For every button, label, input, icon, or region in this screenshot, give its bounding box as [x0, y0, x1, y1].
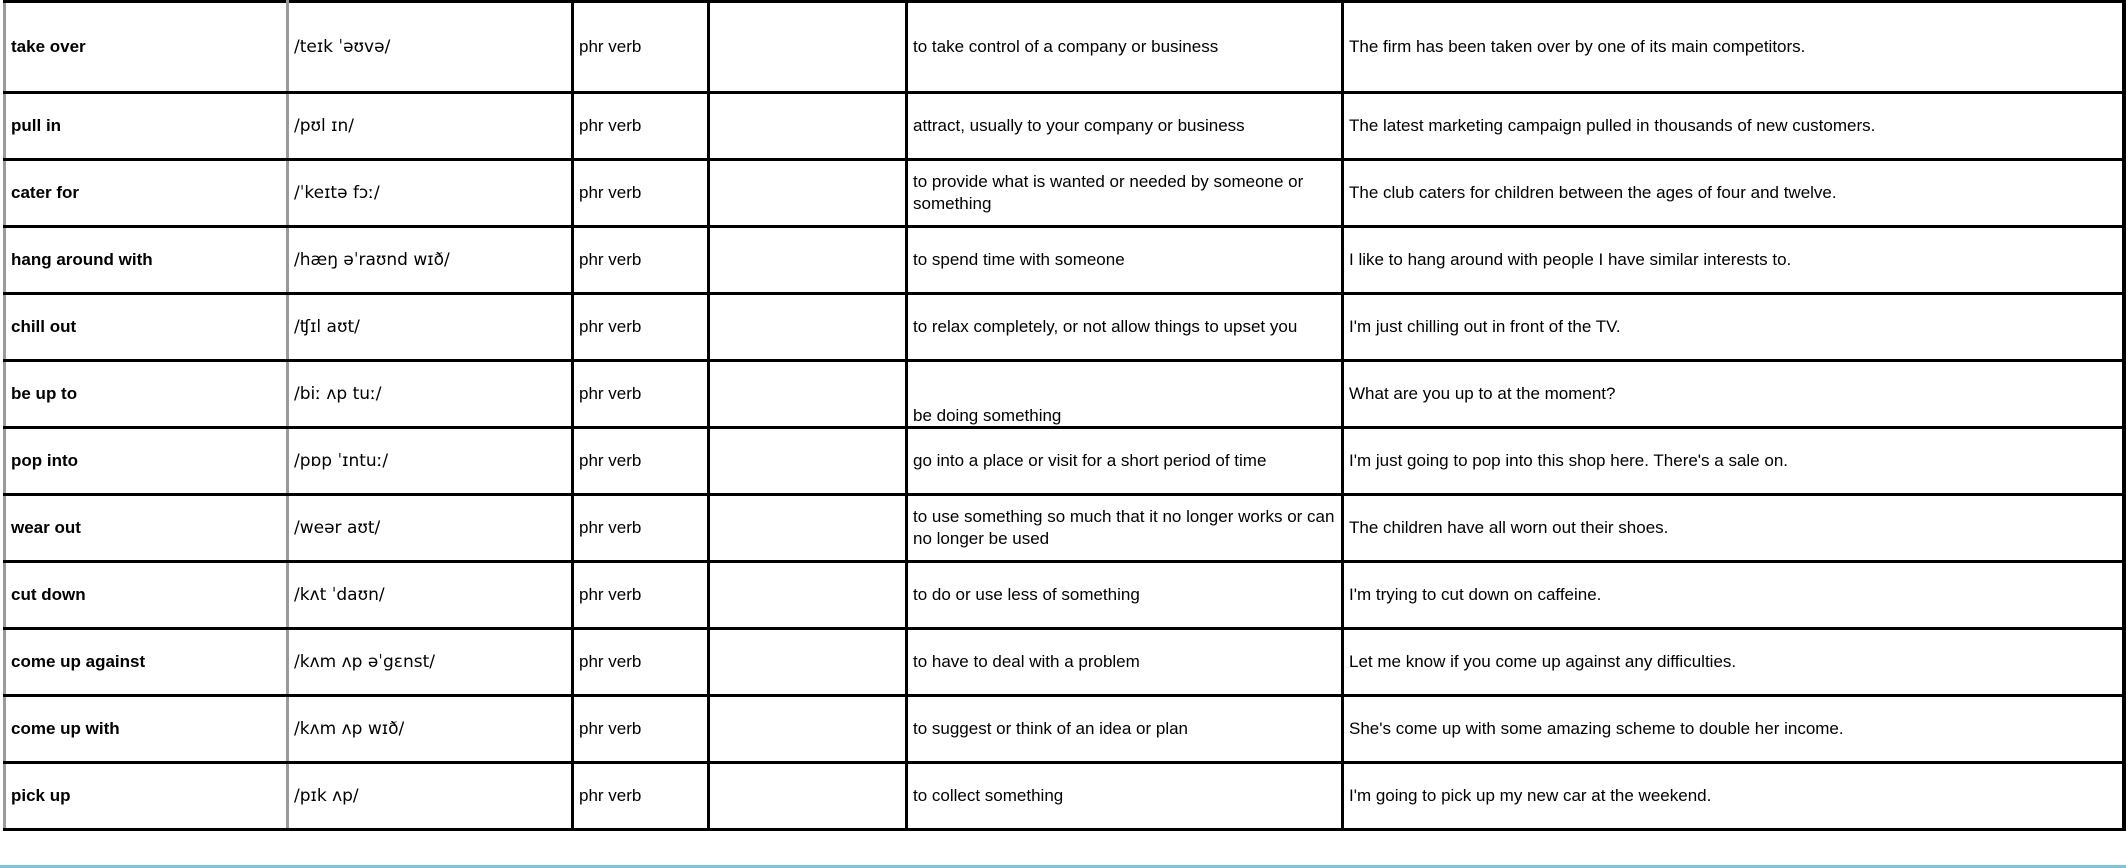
part-of-speech-cell[interactable]: phr verb [573, 696, 709, 763]
term-cell[interactable]: come up against [5, 629, 288, 696]
definition-cell[interactable]: attract, usually to your company or business [907, 93, 1343, 160]
term-cell[interactable]: chill out [5, 294, 288, 361]
table-row [5, 2, 2124, 93]
table-row [5, 562, 2124, 629]
term-cell[interactable]: pull in [5, 93, 288, 160]
part-of-speech-cell[interactable]: phr verb [573, 361, 709, 428]
term-cell[interactable]: pick up [5, 763, 288, 830]
table-row [5, 160, 2124, 227]
pronunciation-cell[interactable]: /kʌt ˈdaʊn/ [288, 562, 573, 629]
term-cell[interactable]: pop into [5, 428, 288, 495]
definition-cell[interactable]: to provide what is wanted or needed by someone or something [907, 160, 1343, 227]
vocabulary-table-body [5, 2, 2124, 830]
definition-cell[interactable]: to have to deal with a problem [907, 629, 1343, 696]
notes-cell[interactable] [709, 294, 907, 361]
table-row [5, 495, 2124, 562]
table-row [5, 361, 2124, 428]
example-cell[interactable]: She's come up with some amazing scheme to double her income. [1343, 696, 2124, 763]
example-cell[interactable]: The children have all worn out their shoes. [1343, 495, 2124, 562]
term-cell[interactable]: wear out [5, 495, 288, 562]
term-cell[interactable]: come up with [5, 696, 288, 763]
notes-cell[interactable] [709, 495, 907, 562]
pronunciation-cell[interactable]: /pʊl ɪn/ [288, 93, 573, 160]
example-cell[interactable]: The club caters for children between the ages of four and twelve. [1343, 160, 2124, 227]
notes-cell[interactable] [709, 629, 907, 696]
definition-cell[interactable]: to spend time with someone [907, 227, 1343, 294]
term-cell[interactable]: hang around with [5, 227, 288, 294]
pronunciation-cell[interactable]: /pɪk ʌp/ [288, 763, 573, 830]
pronunciation-cell[interactable]: /ˈkeɪtə fɔː/ [288, 160, 573, 227]
pronunciation-cell[interactable]: /teɪk ˈəʊvə/ [288, 2, 573, 93]
notes-cell[interactable] [709, 361, 907, 428]
definition-cell[interactable]: to do or use less of something [907, 562, 1343, 629]
definition-cell[interactable]: go into a place or visit for a short period of time [907, 428, 1343, 495]
part-of-speech-cell[interactable]: phr verb [573, 562, 709, 629]
notes-cell[interactable] [709, 2, 907, 93]
pronunciation-cell[interactable]: /kʌm ʌp əˈgɛnst/ [288, 629, 573, 696]
part-of-speech-cell[interactable]: phr verb [573, 227, 709, 294]
term-cell[interactable]: cut down [5, 562, 288, 629]
notes-cell[interactable] [709, 562, 907, 629]
definition-cell[interactable]: to collect something [907, 763, 1343, 830]
part-of-speech-cell[interactable]: phr verb [573, 629, 709, 696]
part-of-speech-cell[interactable]: phr verb [573, 763, 709, 830]
vocabulary-table [3, 0, 2126, 831]
definition-cell[interactable]: to take control of a company or business [907, 2, 1343, 93]
pronunciation-cell[interactable]: /pɒp ˈɪntuː/ [288, 428, 573, 495]
term-cell[interactable]: cater for [5, 160, 288, 227]
part-of-speech-cell[interactable]: phr verb [573, 495, 709, 562]
definition-cell[interactable]: to relax completely, or not allow things to upset you [907, 294, 1343, 361]
part-of-speech-cell[interactable]: phr verb [573, 160, 709, 227]
term-cell[interactable]: be up to [5, 361, 288, 428]
example-cell[interactable]: What are you up to at the moment? [1343, 361, 2124, 428]
pronunciation-cell[interactable]: /weər aʊt/ [288, 495, 573, 562]
table-row [5, 629, 2124, 696]
notes-cell[interactable] [709, 696, 907, 763]
notes-cell[interactable] [709, 93, 907, 160]
vocabulary-sheet [3, 0, 2122, 865]
definition-cell[interactable]: be doing something [907, 361, 1343, 428]
part-of-speech-cell[interactable]: phr verb [573, 93, 709, 160]
pronunciation-cell[interactable]: /ʧɪl aʊt/ [288, 294, 573, 361]
example-cell[interactable]: I'm just going to pop into this shop here. There's a sale on. [1343, 428, 2124, 495]
table-row [5, 227, 2124, 294]
notes-cell[interactable] [709, 227, 907, 294]
definition-cell[interactable]: to use something so much that it no longer works or can no longer be used [907, 495, 1343, 562]
table-row [5, 93, 2124, 160]
term-cell[interactable]: take over [5, 2, 288, 93]
pronunciation-cell[interactable]: /hæŋ əˈraʊnd wɪð/ [288, 227, 573, 294]
part-of-speech-cell[interactable]: phr verb [573, 428, 709, 495]
example-cell[interactable]: I'm just chilling out in front of the TV. [1343, 294, 2124, 361]
example-cell[interactable]: The firm has been taken over by one of its main competitors. [1343, 2, 2124, 93]
part-of-speech-cell[interactable]: phr verb [573, 294, 709, 361]
part-of-speech-cell[interactable]: phr verb [573, 2, 709, 93]
definition-cell[interactable]: to suggest or think of an idea or plan [907, 696, 1343, 763]
notes-cell[interactable] [709, 428, 907, 495]
pronunciation-cell[interactable]: /kʌm ʌp wɪð/ [288, 696, 573, 763]
example-cell[interactable]: I'm trying to cut down on caffeine. [1343, 562, 2124, 629]
example-cell[interactable]: The latest marketing campaign pulled in thousands of new customers. [1343, 93, 2124, 160]
table-row [5, 763, 2124, 830]
table-row [5, 294, 2124, 361]
notes-cell[interactable] [709, 763, 907, 830]
table-row [5, 428, 2124, 495]
example-cell[interactable]: I'm going to pick up my new car at the weekend. [1343, 763, 2124, 830]
example-cell[interactable]: Let me know if you come up against any difficulties. [1343, 629, 2124, 696]
notes-cell[interactable] [709, 160, 907, 227]
example-cell[interactable]: I like to hang around with people I have similar interests to. [1343, 227, 2124, 294]
pronunciation-cell[interactable]: /biː ʌp tuː/ [288, 361, 573, 428]
table-row [5, 696, 2124, 763]
